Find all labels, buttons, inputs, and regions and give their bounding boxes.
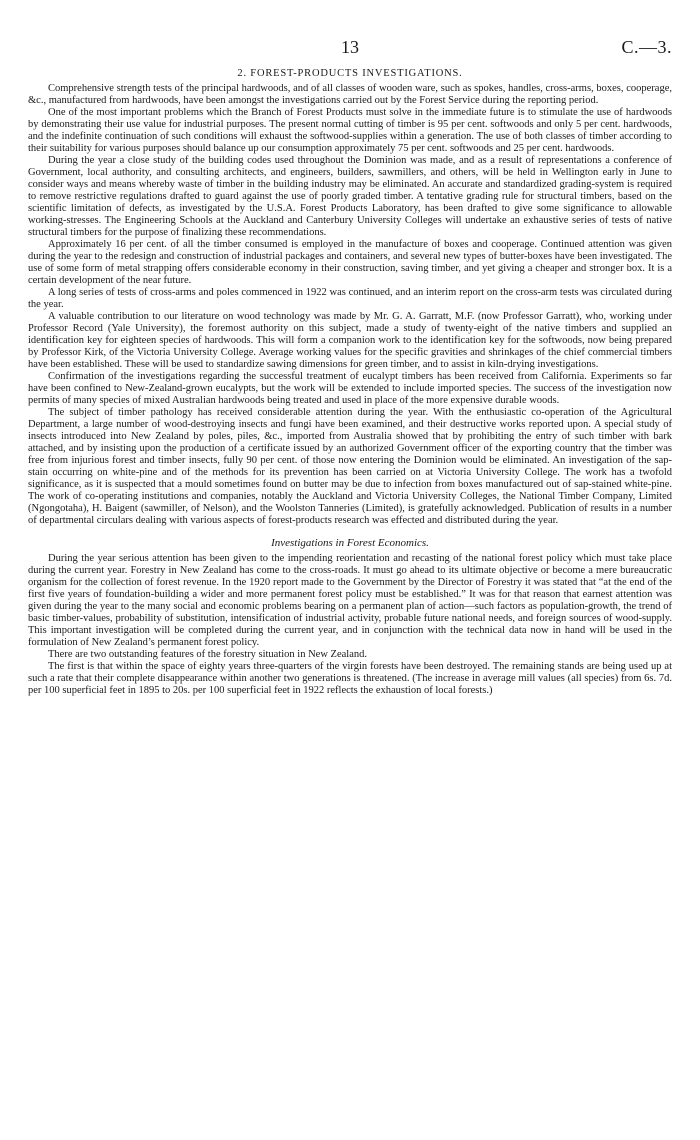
paragraph: Comprehensive strength tests of the principal hardwoods, and of all classes of wooden ware, such as spokes, handles, cross-arms, boxes, cooperage, &c., manufactured from hardwoods, have been amongst the investigations carried out by the Forest Service during the reporting period. [28,83,672,106]
paragraph: The first is that within the space of eighty years three-quarters of the virgin forests have been destroyed. The remaining stands are being used up at such a rate that their complete disappearance within another two generations is threatened. (The increase in average mill values (all species) from 6s. 7d. per 100 superficial feet in 1895 to 20s. per 100 superficial feet in 1922 reflects the exhaustion of local forests.) [28,661,672,696]
paragraph: Approximately 16 per cent. of all the timber consumed is employed in the manufacture of boxes and cooperage. Continued attention was given during the year to the redesign and construction of industrial packages and containers, and several new types of butter-boxes have been investigated. The use of some form of metal strapping offers considerable economy in their construction, saving timber, and yet giving a cheaper and stronger box. It is a certain development of the near future. [28,239,672,286]
section-heading: 2. FOREST-PRODUCTS INVESTIGATIONS. [237,68,463,79]
document-page [28,0,672,1140]
paragraph: A valuable contribution to our literature on wood technology was made by Mr. G. A. Garratt, M.F. (now Professor Garratt), who, working under Professor Record (Yale University), the foremost authority on this subject, made a study of twenty-eight of the native timbers and supplied an identification key for eighteen species of hardwoods. This will form a companion work to the identification key for the softwoods, now being prepared by Professor Kirk, of the Victoria University College. Average working values for the specific gravities and shrinkages of the chief commercial timbers have been established. These will be used to standardize sawing dimensions for green timber, and to assist in kiln-drying investigations. [28,311,672,370]
paragraph: A long series of tests of cross-arms and poles commenced in 1922 was continued, and an interim report on the cross-arm tests was circulated during the year. [28,287,672,310]
document-reference: C.—3. [621,37,672,57]
section-forest-products [28,68,672,527]
paragraph: The subject of timber pathology has received considerable attention during the year. With the enthusiastic co-operation of the Agricultural Department, a large number of wood-destroying insects and fungi have been examined, and their destructive works reported upon. A special study of insects introduced into New Zealand by poles, piles, &c., imported from Australia showed that by prohibiting the entry of such timber with bark attached, and by insisting upon the production of a certificate issued by an authorized Government officer of the exporting country that the timber was free from injurious forest and timber insects, fully 90 per cent. of those now entering the Dominion would be eliminated. An investigation of the sap-stain occurring on white-pine and of the methods for its prevention has been carried on at Victoria University College. The work has a twofold significance, as it is suspected that a mould sometimes found on butter may be due to infection from boxes manufactured out of sap-stained white-pine. The work of co-operating institutions and companies, notably the Auckland and Victoria University Colleges, the National Timber Company, Limited (Ngongotaha), H. Baigent (sawmiller, of Nelson), and the Woolston Tanneries (Limited), is gratefully acknowledged. Publication of results in a number of departmental circulars dealing with various aspects of forest-products research was effected and distributed during the year. [28,407,672,526]
paragraph: During the year a close study of the building codes used throughout the Dominion was made, and as a result of representations a conference of Government, local authority, and consulting architects, and engineers, builders, sawmillers, and others, will be held in Wellington early in June to consider ways and means whereby waste of timber in the building industry may be eliminated. An accurate and standardized grading-system is required to remove restrictive regulations drafted to guard against the use of poorly graded timber. A tentative grading rule for structural timbers, based on the scientific limitation of defects, as investigated by the U.S.A. Forest Products Laboratory, has been drafted to give some significance to allowable working-stresses. The Engineering Schools at the Auckland and Canterbury University Colleges will undertake an exhaustive series of tests of native structural timbers for the purpose of finalizing these recommendations. [28,155,672,238]
page-number: 13 [341,37,359,57]
paragraph: Confirmation of the investigations regarding the successful treatment of eucalypt timbers has been received from California. Experiments so far have been confined to New-Zealand-grown eucalypts, but the work will be extended to include imported species. The success of the investigation now permits of many species of mixed Australian hardwoods being treated and used in place of the more expensive durable woods. [28,371,672,406]
paragraph: During the year serious attention has been given to the impending reorientation and recasting of the national forest policy which must take place during the current year. Forestry in New Zealand has come to the cross-roads. It must go ahead to its ultimate objective or become a mere bureaucratic organism for the collection of forest revenue. In the 1920 report made to the Government by the Director of Forestry it was stated that “at the end of the first five years of foundation-building a wider and more permanent forest policy must be established.” It was for that reason that earnest attention was given during the year to the many social and economic problems bearing on a permanent plan of action—such factors as population-growth, the trend of basic timber-values, probability of substitution, intensification of industrial activity, probable future national needs, and foreign sources of wood-supply. This important investigation will be completed during the current year, and in conjunction with the technical data now in hand will be used in the formulation of New Zealand’s permanent forest policy. [28,553,672,648]
section-forest-economics [28,537,672,697]
paragraph: There are two outstanding features of the forestry situation in New Zealand. [48,649,367,660]
paragraph: One of the most important problems which the Branch of Forest Products must solve in the immediate future is to stimulate the use of hardwoods by demonstrating their use value for industrial purposes. The present normal cutting of timber is 95 per cent. softwoods and only 5 per cent. hardwoods, and the indefinite continuation of such conditions will exhaust the softwood-supplies within a generation. The use of both classes of timber according to their suitability for various purposes should balance up our consumption approximately 75 per cent. softwoods and 25 per cent. hardwoods. [28,107,672,154]
page-header [28,0,672,58]
section-heading: Investigations in Forest Economics. [271,537,429,549]
